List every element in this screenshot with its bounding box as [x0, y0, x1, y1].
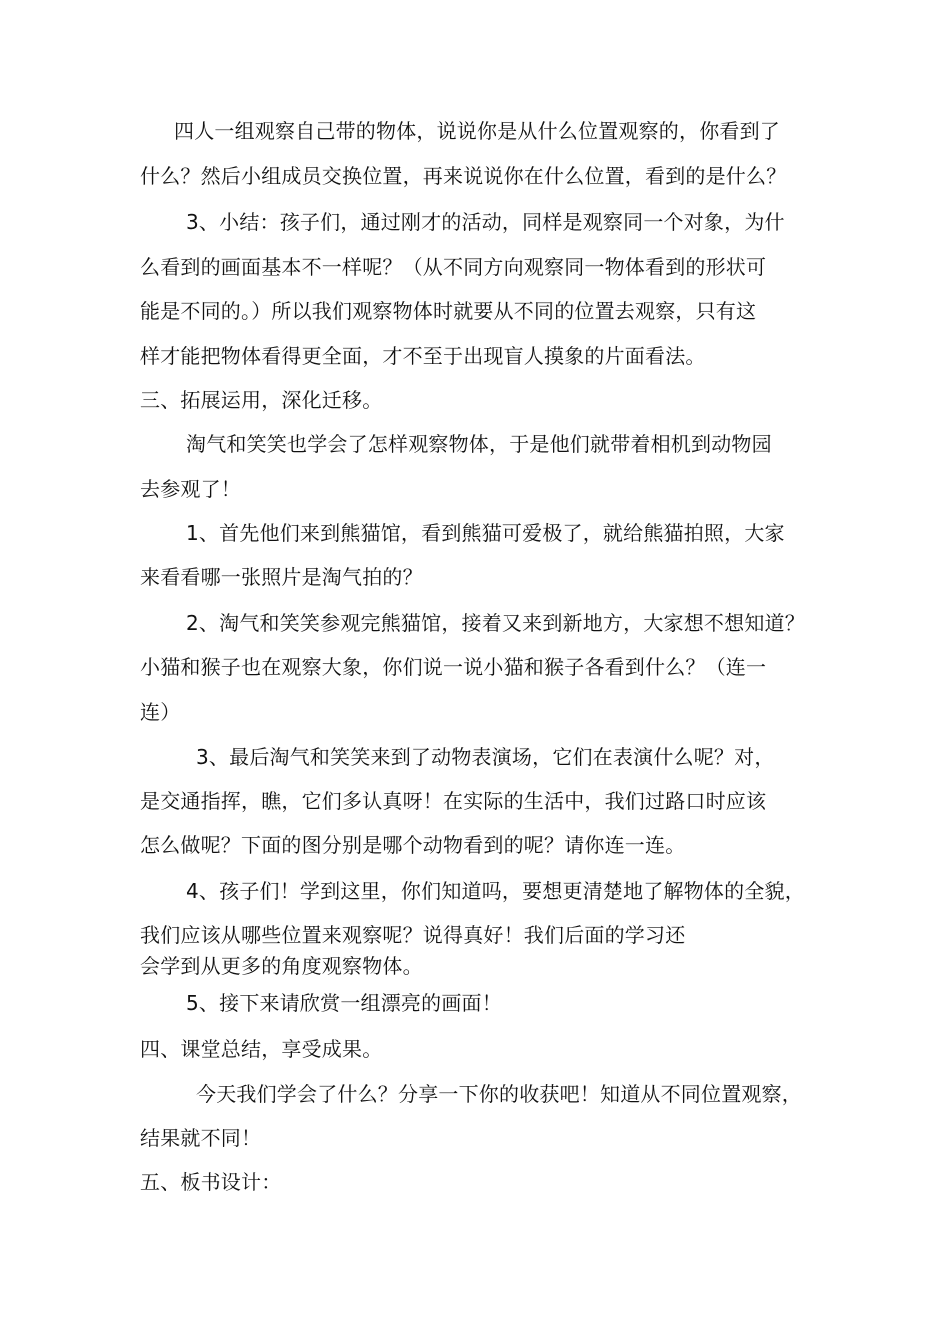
paragraph-line: 什么？然后小组成员交换位置，再来说说你在什么位置，看到的是什么？	[140, 164, 787, 188]
paragraph-line: 4、孩子们！学到这里，你们知道吗，要想更清楚地了解物体的全貌，	[186, 879, 805, 903]
paragraph-line: 样才能把物体看得更全面，才不至于出现盲人摸象的片面看法。	[140, 344, 706, 368]
paragraph-line: 3、最后淘气和笑笑来到了动物表演场，它们在表演什么呢？对，	[196, 745, 775, 769]
section-heading: 三、拓展运用，深化迁移。	[140, 388, 383, 412]
section-heading: 五、板书设计：	[140, 1170, 282, 1194]
paragraph-line: 连）	[140, 700, 181, 724]
paragraph-line: 来看看哪一张照片是淘气拍的？	[140, 565, 423, 589]
paragraph-line: 小猫和猴子也在观察大象，你们说一说小猫和猴子各看到什么？（连一	[140, 655, 767, 679]
paragraph-line: 淘气和笑笑也学会了怎样观察物体，于是他们就带着相机到动物园	[186, 432, 772, 456]
section-heading: 四、课堂总结，享受成果。	[140, 1037, 383, 1061]
paragraph-line: 结果就不同！	[140, 1126, 262, 1150]
paragraph-line: 我们应该从哪些位置来观察呢？说得真好！我们后面的学习还	[140, 923, 686, 947]
paragraph-line: 么看到的画面基本不一样呢？（从不同方向观察同一物体看到的形状可	[140, 255, 767, 279]
paragraph-line: 怎么做呢？下面的图分别是哪个动物看到的呢？请你连一连。	[140, 833, 686, 857]
paragraph-line: 2、淘气和笑笑参观完熊猫馆，接着又来到新地方，大家想不想知道？	[186, 611, 805, 635]
paragraph-line: 5、接下来请欣赏一组漂亮的画面！	[186, 991, 502, 1015]
paragraph-line: 能是不同的。）所以我们观察物体时就要从不同的位置去观察，只有这	[140, 299, 757, 323]
paragraph-line: 去参观了！	[140, 477, 241, 501]
paragraph-line: 会学到从更多的角度观察物体。	[140, 954, 423, 978]
paragraph-line: 3、小结：孩子们，通过刚才的活动，同样是观察同一个对象，为什	[186, 210, 785, 234]
paragraph-line: 今天我们学会了什么？分享一下你的收获吧！知道从不同位置观察，	[196, 1082, 802, 1106]
paragraph-line: 是交通指挥，瞧，它们多认真呀！在实际的生活中，我们过路口时应该	[140, 789, 767, 813]
paragraph-line: 四人一组观察自己带的物体，说说你是从什么位置观察的，你看到了	[174, 119, 780, 143]
paragraph-line: 1、首先他们来到熊猫馆，看到熊猫可爱极了，就给熊猫拍照，大家	[186, 521, 785, 545]
